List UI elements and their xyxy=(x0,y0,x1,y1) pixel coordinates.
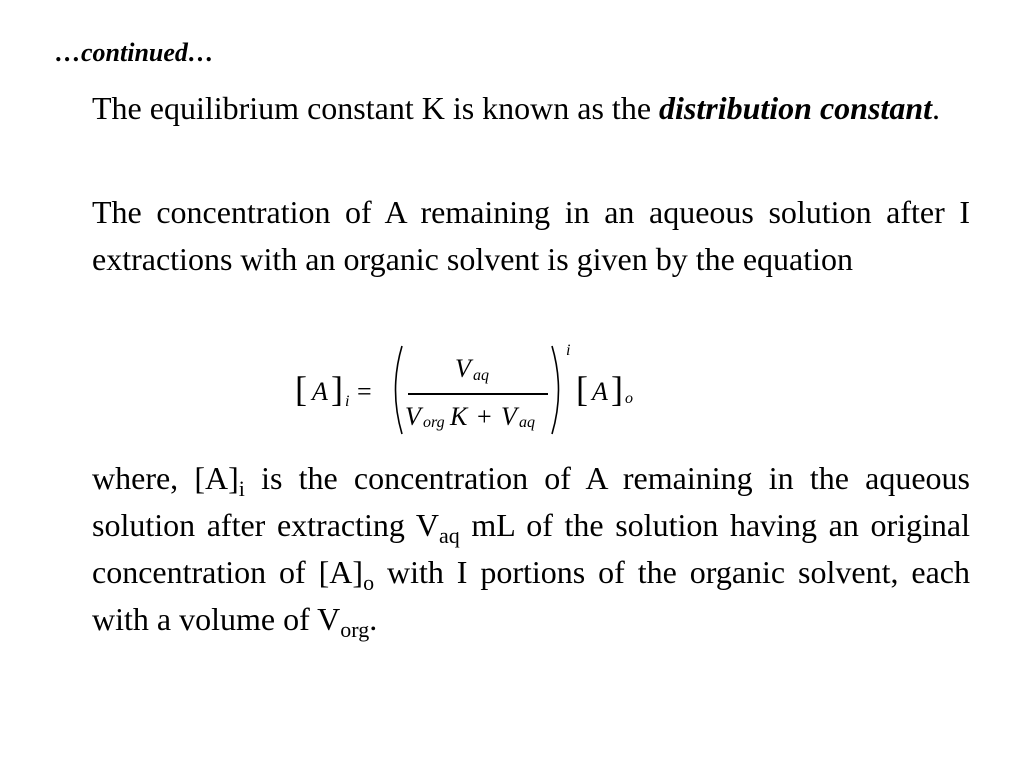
plus-sign: + xyxy=(477,402,492,431)
emphasized-term: distribution constant xyxy=(659,90,932,126)
lhs-symbol: A xyxy=(312,377,328,406)
denominator-subscript-2: aq xyxy=(519,414,535,431)
paragraph-text: where, [A] xyxy=(92,460,239,496)
subscript: i xyxy=(238,476,245,501)
denominator-subscript-1: org xyxy=(423,414,445,431)
denominator-variable-1: V xyxy=(405,402,421,431)
subscript: aq xyxy=(439,523,460,548)
numerator-variable: V xyxy=(455,354,471,383)
subscript: o xyxy=(363,570,375,595)
distribution-constant-paragraph xyxy=(92,85,970,132)
paragraph-text: . xyxy=(932,90,940,126)
numerator-subscript: aq xyxy=(473,367,489,384)
right-bracket: ] xyxy=(331,369,343,409)
equals-sign: = xyxy=(357,377,372,406)
paragraph-text: is the concentration of A remaining in the aqueous solution after extracting V xyxy=(92,460,971,543)
right-paren xyxy=(549,344,567,436)
paragraph-text: mL of the solution having an original concentration of [A] xyxy=(92,507,971,590)
subscript: org xyxy=(340,617,370,642)
lhs-subscript: i xyxy=(345,393,350,410)
concentration-paragraph: The concentration of A remaining in an aqueous solution after I extractions with an organic solvent is given by the equation xyxy=(92,194,970,277)
rhs-subscript: o xyxy=(625,390,633,407)
left-paren xyxy=(387,344,405,436)
fraction-bar xyxy=(408,393,548,395)
denominator-variable-2: V xyxy=(501,402,517,431)
left-bracket: [ xyxy=(576,369,588,409)
paragraph-text: The equilibrium constant K is known as the xyxy=(92,90,660,126)
distribution-constant-k: K xyxy=(450,402,468,431)
rhs-symbol: A xyxy=(592,377,608,406)
exponent: i xyxy=(566,342,571,359)
paragraph-text: with I portions of the organic solvent, each with a volume of V xyxy=(92,554,971,637)
extraction-equation xyxy=(295,340,695,440)
continued-heading: …continued… xyxy=(55,38,214,67)
left-bracket: [ xyxy=(295,369,307,409)
explanation-paragraph xyxy=(92,455,970,643)
paragraph-text: . xyxy=(369,601,378,637)
right-bracket: ] xyxy=(611,369,623,409)
